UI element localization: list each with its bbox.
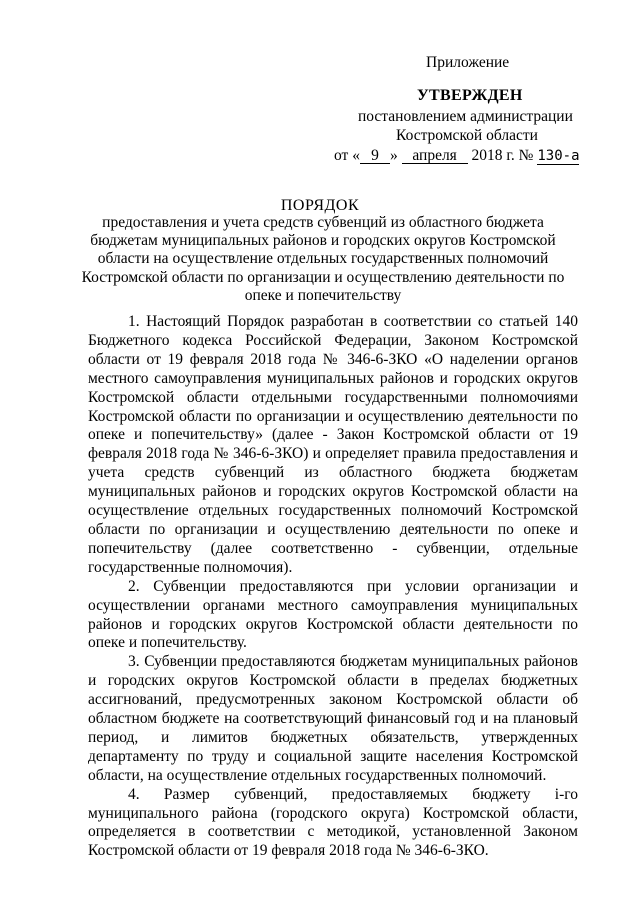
date-prefix: от « xyxy=(334,147,360,164)
approved-label: УТВЕРЖДЕН xyxy=(417,87,523,104)
appendix-label: Приложение xyxy=(426,54,510,71)
date-mid: » xyxy=(389,147,398,164)
approval-date-line xyxy=(334,147,579,165)
document-number: 130-а xyxy=(537,148,580,164)
paragraph-2: 2. Субвенции предоставляются при условии организации и осуществлении органами местного самоуправления муниципальных районов и городских округов Костромской области деятельности по опеке и попечительству. xyxy=(88,577,578,652)
document-title: ПОРЯДОК xyxy=(280,197,360,214)
paragraph-1: 1. Настоящий Порядок разработан в соответствии со статьей 140 Бюджетного кодекса Российской Федерации, Законом Костромской области от 19 февраля 2018 года № 346-6-ЗКО «О наделении органов местного самоуправления муниципальных районов и городских округов Костромской области отдельными государственными полномочиями Костромской области по организации и осуществлению деятельности по опеке и попечительству» (далее - Закон Костромской области от 19 февраля 2018 года № 346-6-ЗКО) и определяет правила предоставления и учета средств субвенций из областного бюджета бюджетам муниципальных районов и городских округов Костромской области на осуществление отдельных государственных полномочий Костромской области по организации и осуществлению деятельности по опеке и попечительству (далее соответственно - субвенции, отдельные государственные полномочия). xyxy=(88,313,578,576)
date-month: апреля xyxy=(402,148,468,164)
approval-region: Костромской области xyxy=(396,127,538,144)
date-day: 9 xyxy=(360,148,390,164)
date-year: 2018 г. № xyxy=(471,147,534,164)
paragraph-4: 4. Размер субвенций, предоставляемых бюджету i-го муниципального района (городского округа) Костромской области, определяется в соответствии с методикой, установленной Законом Костромской области от 19 февраля 2018 года № 346-6-ЗКО. xyxy=(88,785,578,860)
document-body xyxy=(88,313,578,861)
document-subtitle: предоставления и учета средств субвенций из областного бюджета бюджетам муниципальных районов и городских округов Костромской области на осуществление отдельных государственных полномочий Костромской области по организации и осуществлению деятельности по опеке и попечительству xyxy=(81,214,565,304)
paragraph-3: 3. Субвенции предоставляются бюджетам муниципальных районов и городских округов Костромской области в пределах бюджетных ассигнований, предусмотренных законом Костромской области об областном бюджете на соответствующий финансовый год и на плановый период, и лимитов бюджетных обязательств, утвержденных департаменту по труду и социальной защите населения Костромской области, на осуществление отдельных государственных полномочий. xyxy=(88,653,578,784)
approval-authority: постановлением администрации xyxy=(358,108,573,125)
